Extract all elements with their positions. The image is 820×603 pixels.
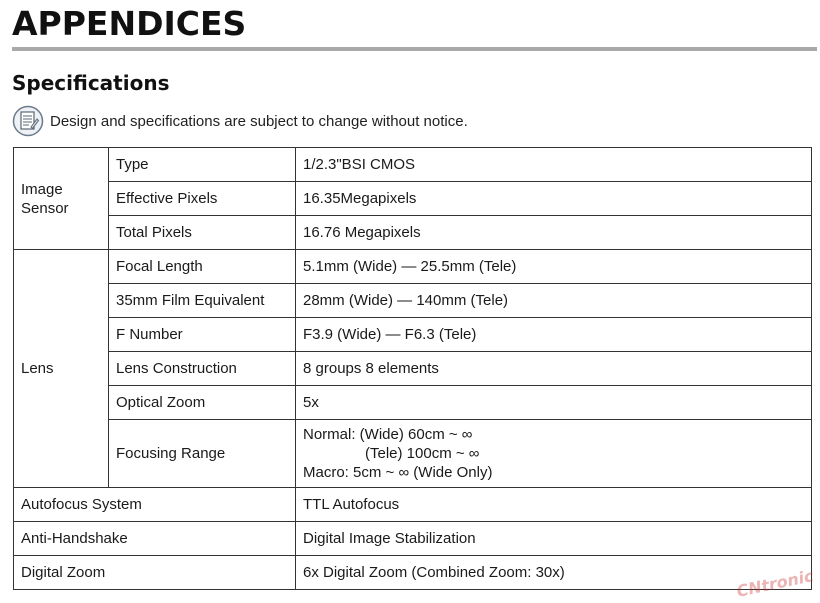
spec-value: TTL Autofocus: [296, 488, 812, 522]
spec-value: 1/2.3"BSI CMOS: [296, 148, 812, 182]
focusing-macro: Macro: 5cm ~ ∞ (Wide Only): [303, 464, 493, 481]
spec-label: F Number: [109, 318, 296, 352]
note-text: Design and specifications are subject to change without notice.: [50, 112, 468, 130]
title-divider: [12, 47, 817, 51]
focusing-normal-tele: (Tele) 100cm ~ ∞: [365, 445, 480, 462]
table-row: [14, 250, 812, 284]
spec-value: 16.35Megapixels: [296, 182, 812, 216]
watermark-logo: CNtronic: [734, 566, 816, 601]
table-row: [14, 182, 812, 216]
table-row: [14, 556, 812, 590]
spec-label: Anti-Handshake: [14, 522, 296, 556]
spec-label: Lens Construction: [109, 352, 296, 386]
spec-value: 28mm (Wide) — 140mm (Tele): [296, 284, 812, 318]
spec-label: Digital Zoom: [14, 556, 296, 590]
spec-value: F3.9 (Wide) — F6.3 (Tele): [296, 318, 812, 352]
spec-label: Optical Zoom: [109, 386, 296, 420]
focusing-normal-wide: Normal: (Wide) 60cm ~ ∞: [303, 426, 473, 443]
spec-label: 35mm Film Equivalent: [109, 284, 296, 318]
table-row: [14, 318, 812, 352]
table-row: [14, 148, 812, 182]
page-title: APPENDICES: [12, 4, 247, 43]
spec-value: Digital Image Stabilization: [296, 522, 812, 556]
spec-value: 5x: [296, 386, 812, 420]
group-label-image-sensor: Image Sensor: [14, 148, 109, 250]
table-row: [14, 522, 812, 556]
table-row: [14, 352, 812, 386]
table-row: [14, 488, 812, 522]
spec-label: Total Pixels: [109, 216, 296, 250]
spec-value: 5.1mm (Wide) — 25.5mm (Tele): [296, 250, 812, 284]
spec-value: 8 groups 8 elements: [296, 352, 812, 386]
group-label-lens: Lens: [14, 250, 109, 488]
spec-label: Type: [109, 148, 296, 182]
specifications-table: [13, 147, 812, 590]
spec-value: 6x Digital Zoom (Combined Zoom: 30x): [296, 556, 812, 590]
table-row: [14, 420, 812, 488]
spec-label: Focal Length: [109, 250, 296, 284]
table-row: [14, 216, 812, 250]
spec-value: 16.76 Megapixels: [296, 216, 812, 250]
spec-label: Focusing Range: [109, 420, 296, 488]
table-row: [14, 284, 812, 318]
table-row: [14, 386, 812, 420]
note-row: [12, 105, 468, 137]
spec-label: Autofocus System: [14, 488, 296, 522]
spec-label: Effective Pixels: [109, 182, 296, 216]
spec-value-focusing-range: [296, 420, 812, 488]
note-document-icon: [12, 105, 44, 137]
section-title: Specifications: [12, 71, 170, 95]
